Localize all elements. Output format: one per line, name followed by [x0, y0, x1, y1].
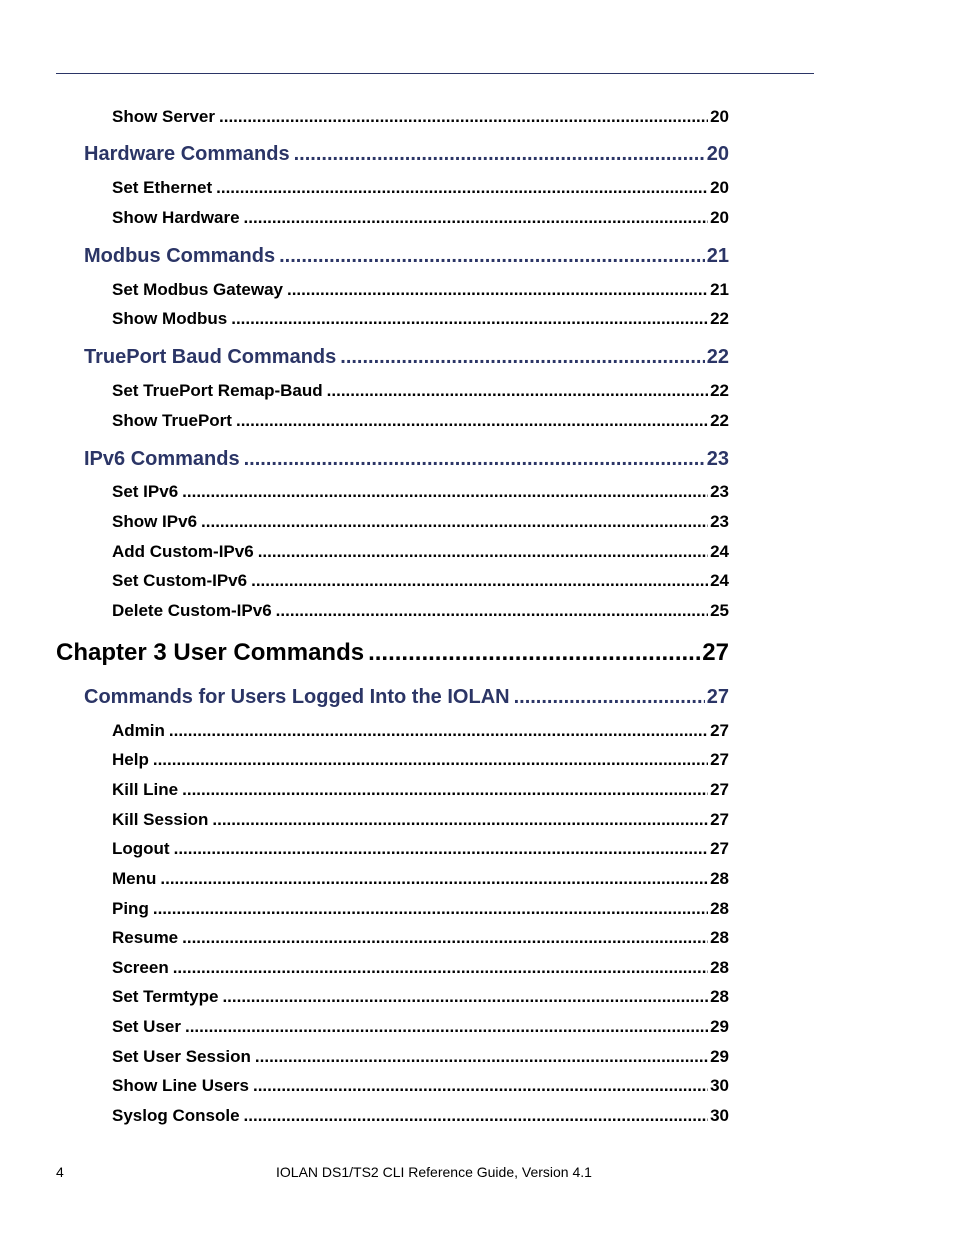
toc-entry-page-number: 29: [710, 1047, 729, 1066]
toc-entry-label: Syslog Console: [112, 1106, 240, 1125]
toc-entry-label: Show TruePort: [112, 411, 232, 430]
dot-leader: [216, 178, 708, 198]
toc-subsection-entry[interactable]: [112, 482, 729, 502]
toc-subsection-entry[interactable]: [112, 869, 729, 889]
toc-entry-label: Set User: [112, 1017, 181, 1036]
toc-subsection-entry[interactable]: [112, 810, 729, 830]
footer-document-title: IOLAN DS1/TS2 CLI Reference Guide, Version 4.1: [276, 1164, 592, 1180]
toc-entry-label: Show Modbus: [112, 309, 228, 328]
toc-entry-label: IPv6 Commands: [84, 448, 240, 470]
toc-subsection-entry[interactable]: [112, 958, 729, 978]
toc-entry-page-number: 27: [710, 810, 729, 829]
toc-entry-page-number: 30: [710, 1076, 729, 1095]
dot-leader: [368, 639, 700, 667]
dot-leader: [182, 780, 708, 800]
dot-leader: [244, 448, 705, 471]
toc-entry-page-number: 22: [710, 309, 729, 328]
toc-subsection-entry[interactable]: [112, 987, 729, 1007]
toc-entry-label: Add Custom-IPv6: [112, 542, 254, 561]
toc-entry-label: Menu: [112, 869, 157, 888]
dot-leader: [327, 381, 708, 401]
toc-entry-page-number: 30: [710, 1106, 729, 1125]
toc-section-entry[interactable]: [84, 686, 729, 709]
toc-entry-label: Set User Session: [112, 1047, 251, 1066]
toc-entry-page-number: 25: [710, 601, 729, 620]
toc-entry-page-number: 27: [702, 639, 729, 666]
toc-entry-label: TruePort Baud Commands: [84, 346, 337, 368]
toc-entry-page-number: 24: [710, 571, 729, 590]
toc-entry-page-number: 23: [710, 512, 729, 531]
toc-subsection-entry[interactable]: [112, 542, 729, 562]
toc-subsection-entry[interactable]: [112, 411, 729, 431]
toc-entry-label: Screen: [112, 958, 169, 977]
toc-chapter-entry[interactable]: [56, 639, 729, 667]
dot-leader: [169, 721, 708, 741]
dot-leader: [231, 309, 708, 329]
toc-entry-page-number: 28: [710, 987, 729, 1006]
toc-subsection-entry[interactable]: [112, 780, 729, 800]
toc-entry-page-number: 28: [710, 869, 729, 888]
toc-entry-page-number: 22: [706, 346, 729, 368]
toc-entry-label: Kill Line: [112, 780, 179, 799]
toc-subsection-entry[interactable]: [112, 1047, 729, 1067]
toc-entry-label: Logout: [112, 839, 170, 858]
dot-leader: [182, 482, 708, 502]
toc-entry-label: Show Hardware: [112, 208, 240, 227]
toc-section-entry[interactable]: [84, 346, 729, 369]
toc-subsection-entry[interactable]: [112, 178, 729, 198]
toc-entry-page-number: 20: [710, 178, 729, 197]
toc-entry-page-number: 27: [710, 721, 729, 740]
toc-entry-page-number: 27: [710, 750, 729, 769]
toc-entry-label: Resume: [112, 928, 179, 947]
toc-subsection-entry[interactable]: [112, 309, 729, 329]
toc-entry-page-number: 28: [710, 899, 729, 918]
dot-leader: [236, 411, 708, 431]
toc-subsection-entry[interactable]: [112, 1076, 729, 1096]
dot-leader: [219, 107, 708, 127]
toc-entry-label: Help: [112, 750, 149, 769]
toc-entry-page-number: 22: [710, 411, 729, 430]
toc-subsection-entry[interactable]: [112, 839, 729, 859]
toc-entry-label: Modbus Commands: [84, 245, 276, 267]
toc-subsection-entry[interactable]: [112, 1106, 729, 1126]
dot-leader: [182, 928, 708, 948]
toc-entry-page-number: 20: [710, 107, 729, 126]
footer-page-number: 4: [56, 1164, 64, 1180]
toc-subsection-entry[interactable]: [112, 601, 729, 621]
toc-entry-label: Set Custom-IPv6: [112, 571, 248, 590]
toc-entry-label: Show Line Users: [112, 1076, 249, 1095]
toc-subsection-entry[interactable]: [112, 721, 729, 741]
toc-entry-page-number: 23: [706, 448, 729, 470]
toc-entry-page-number: 21: [706, 245, 729, 267]
toc-entry-page-number: 29: [710, 1017, 729, 1036]
toc-section-entry[interactable]: [84, 245, 729, 268]
dot-leader: [160, 869, 708, 889]
toc-subsection-entry[interactable]: [112, 512, 729, 532]
toc-entry-label: Set IPv6: [112, 482, 179, 501]
toc-entry-page-number: 23: [710, 482, 729, 501]
toc-entry-label: Set TruePort Remap-Baud: [112, 381, 323, 400]
toc-entry-page-number: 28: [710, 958, 729, 977]
dot-leader: [174, 839, 708, 859]
dot-leader: [251, 571, 708, 591]
dot-leader: [153, 899, 708, 919]
dot-leader: [253, 1076, 708, 1096]
dot-leader: [244, 1106, 709, 1126]
toc-entry-label: Show IPv6: [112, 512, 198, 531]
toc-subsection-entry[interactable]: [112, 280, 729, 300]
toc-entry-page-number: 20: [710, 208, 729, 227]
toc-entry-label: Ping: [112, 899, 149, 918]
toc-subsection-entry[interactable]: [112, 899, 729, 919]
toc-entry-label: Kill Session: [112, 810, 209, 829]
toc-section-entry[interactable]: [84, 448, 729, 471]
toc-entry-page-number: 20: [706, 143, 729, 165]
dot-leader: [258, 542, 708, 562]
toc-subsection-entry[interactable]: [112, 571, 729, 591]
toc-entry-page-number: 21: [710, 280, 729, 299]
dot-leader: [279, 245, 705, 268]
dot-leader: [514, 686, 705, 709]
toc-entry-page-number: 24: [710, 542, 729, 561]
dot-leader: [287, 280, 708, 300]
toc-entry-page-number: 27: [710, 780, 729, 799]
toc-subsection-entry[interactable]: [112, 1017, 729, 1037]
toc-entry-label: Set Termtype: [112, 987, 219, 1006]
dot-leader: [255, 1047, 708, 1067]
dot-leader: [153, 750, 708, 770]
toc-subsection-entry[interactable]: [112, 107, 729, 127]
dot-leader: [185, 1017, 708, 1037]
dot-leader: [222, 987, 708, 1007]
toc-entry-label: Set Ethernet: [112, 178, 213, 197]
toc-subsection-entry[interactable]: [112, 750, 729, 770]
toc-entry-label: Admin: [112, 721, 165, 740]
dot-leader: [244, 208, 709, 228]
dot-leader: [173, 958, 708, 978]
toc-entry-label: Hardware Commands: [84, 143, 290, 165]
toc-entry-page-number: 27: [706, 686, 729, 708]
toc-entry-label: Delete Custom-IPv6: [112, 601, 272, 620]
toc-entry-page-number: 22: [710, 381, 729, 400]
toc-section-entry[interactable]: [84, 143, 729, 166]
toc-subsection-entry[interactable]: [112, 208, 729, 228]
toc-entry-page-number: 27: [710, 839, 729, 858]
toc-entry-label: Set Modbus Gateway: [112, 280, 283, 299]
toc-entry-page-number: 28: [710, 928, 729, 947]
toc-entry-label: Show Server: [112, 107, 215, 126]
dot-leader: [294, 143, 705, 166]
toc-subsection-entry[interactable]: [112, 928, 729, 948]
toc-subsection-entry[interactable]: [112, 381, 729, 401]
toc-entry-label: Chapter 3 User Commands: [56, 639, 365, 666]
dot-leader: [212, 810, 708, 830]
dot-leader: [340, 346, 704, 369]
toc-entry-label: Commands for Users Logged Into the IOLAN: [84, 686, 510, 708]
dot-leader: [276, 601, 708, 621]
dot-leader: [201, 512, 708, 532]
